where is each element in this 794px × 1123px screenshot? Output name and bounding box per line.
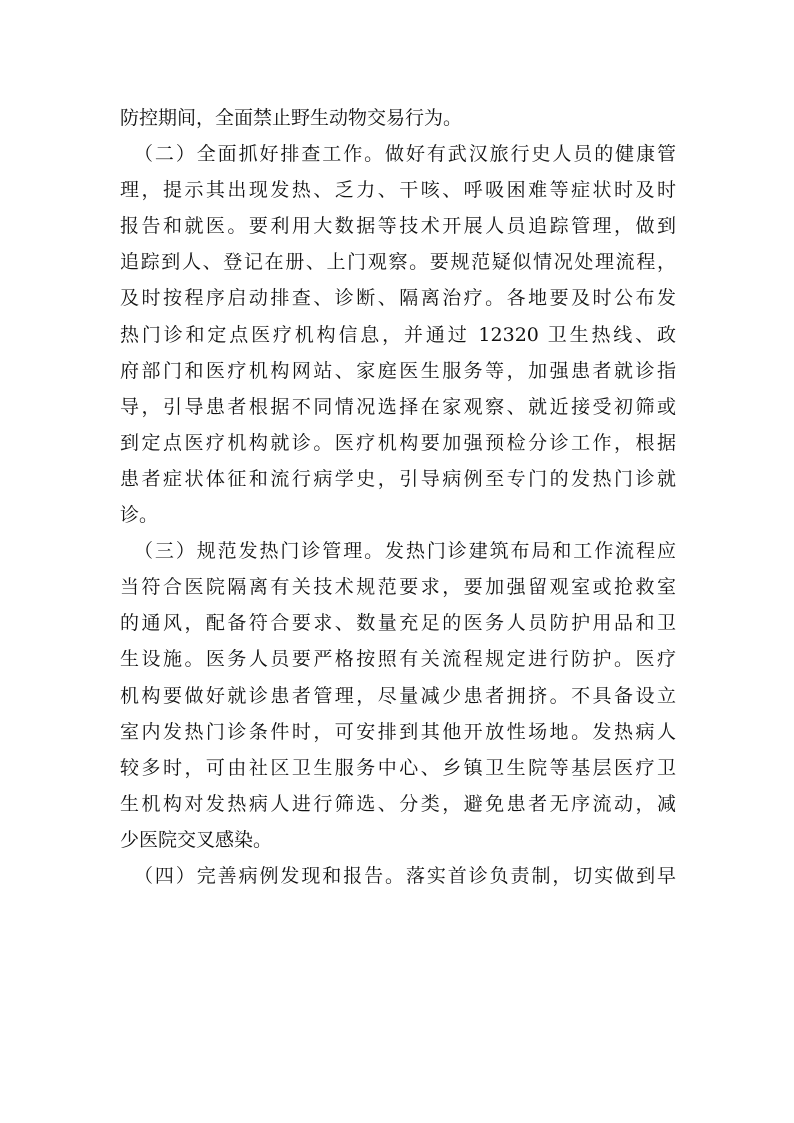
text-line: 府部门和医疗机构网站、家庭医生服务等，加强患者就诊指 bbox=[120, 359, 676, 382]
section-heading-line: （四）完善病例发现和报告。落实首诊负责制，切实做到早 bbox=[134, 864, 676, 887]
text-line: 报告和就医。要利用大数据等技术开展人员追踪管理，做到 bbox=[120, 215, 676, 238]
text-line: 少医院交叉感染。 bbox=[120, 828, 273, 851]
text-line: 到定点医疗机构就诊。医疗机构要加强预检分诊工作，根据 bbox=[120, 431, 676, 454]
text-line: 的通风，配备符合要求、数量充足的医务人员防护用品和卫 bbox=[120, 612, 676, 635]
text-line: 生设施。医务人员要严格按照有关流程规定进行防护。医疗 bbox=[120, 648, 676, 671]
text-line: 追踪到人、登记在册、上门观察。要规范疑似情况处理流程， bbox=[120, 251, 676, 274]
text-line: 导，引导患者根据不同情况选择在家观察、就近接受初筛或 bbox=[120, 395, 676, 418]
text-line: 热门诊和定点医疗机构信息，并通过 12320 卫生热线、政 bbox=[120, 323, 676, 346]
text-line: 患者症状体征和流行病学史，引导病例至专门的发热门诊就 bbox=[120, 467, 676, 490]
text-line: 及时按程序启动排查、诊断、隔离治疗。各地要及时公布发 bbox=[120, 287, 676, 310]
text-line: 室内发热门诊条件时，可安排到其他开放性场地。发热病人 bbox=[120, 720, 676, 743]
text-line: 较多时，可由社区卫生服务中心、乡镇卫生院等基层医疗卫 bbox=[120, 756, 676, 779]
section-heading-line: （二）全面抓好排查工作。做好有武汉旅行史人员的健康管 bbox=[134, 143, 676, 166]
text-line: 生机构对发热病人进行筛选、分类，避免患者无序流动，减 bbox=[120, 792, 676, 815]
text-line: 防控期间，全面禁止野生动物交易行为。 bbox=[120, 107, 463, 129]
document-body bbox=[120, 100, 676, 894]
text-line: 当符合医院隔离有关技术规范要求，要加强留观室或抢救室 bbox=[120, 576, 676, 599]
text-line: 理，提示其出现发热、乏力、干咳、呼吸困难等症状时及时 bbox=[120, 179, 676, 202]
section-heading-line: （三）规范发热门诊管理。发热门诊建筑布局和工作流程应 bbox=[134, 540, 676, 563]
text-line: 机构要做好就诊患者管理，尽量减少患者拥挤。不具备设立 bbox=[120, 684, 676, 707]
text-line: 诊。 bbox=[120, 504, 159, 527]
